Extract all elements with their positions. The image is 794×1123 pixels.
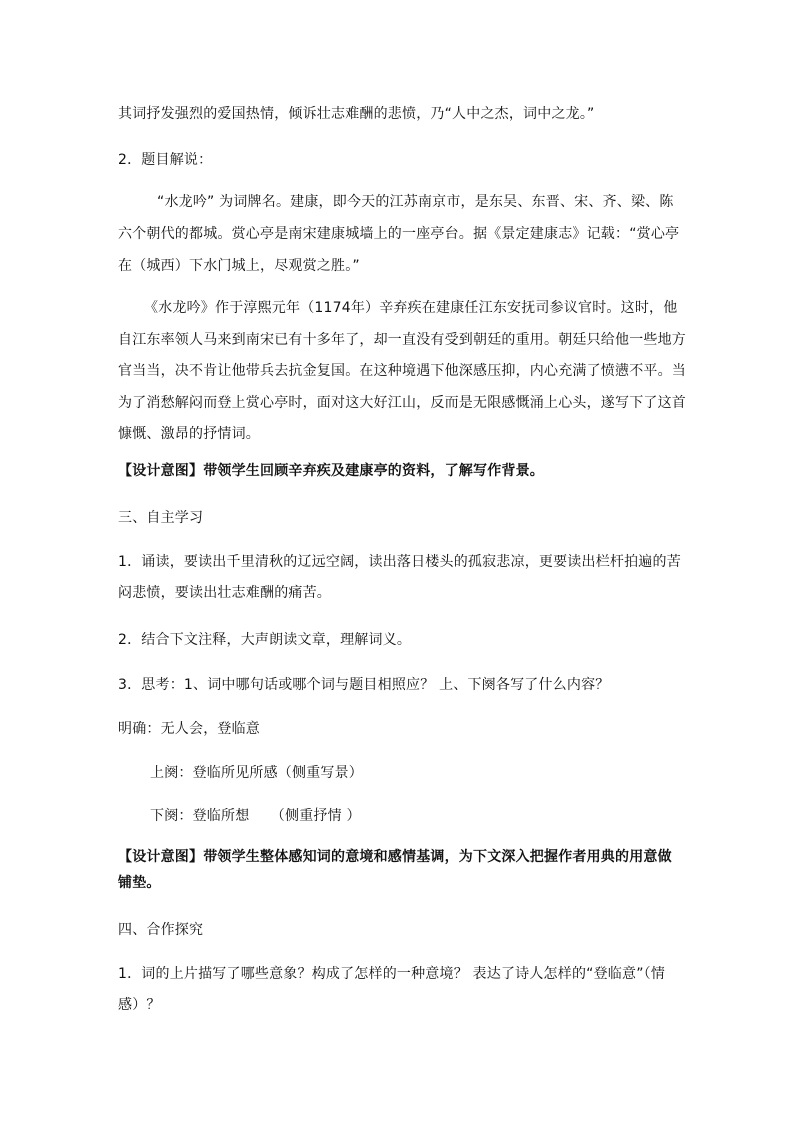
self-study-item-2: 2．结合下文注释，大声朗读文章，理解词义。: [118, 632, 412, 648]
explain-paragraph-1-line-1: “水龙吟” 为词牌名。建康，即今天的江苏南京市，是东吴、东晋、宋、齐、梁、陈: [157, 194, 674, 210]
section-title-explain: 2．题目解说：: [118, 152, 213, 168]
explain-paragraph-2-line-3: 官当当，决不肯让他带兵去抗金复国。在这种境遇下他深感压抑，内心充满了愤懑不平。当: [118, 363, 686, 379]
lower-que-line: 下阕：登临所想 （侧重抒情 ）: [150, 808, 361, 824]
explain-paragraph-2-line-1: 《水龙吟》作于淳熙元年（1174年）辛弃疾在建康任江东安抚司参议官时。这时，他: [144, 300, 678, 316]
design-intent-2-line-1: 【设计意图】带领学生整体感知词的意境和感情基调，为下文深入把握作者用典的用意做: [118, 849, 672, 865]
explain-paragraph-1-line-3: 在（城西）下水门城上，尽观赏之胜。”: [118, 258, 360, 274]
section-coop: 四、合作探究: [118, 922, 204, 938]
upper-que-line: 上阕：登临所见所感（侧重写景）: [150, 765, 363, 781]
self-study-item-1-line-1: 1．诵读，要读出千里清秋的辽远空阔，读出落日楼头的孤寂悲凉，更要读出栏杆拍遍的苦: [118, 554, 681, 570]
self-study-item-3: 3．思考：1、词中哪句话或哪个词与题目相照应？ 上、下阕各写了什么内容？: [118, 677, 610, 693]
design-intent-2-line-2: 铺垫。: [118, 875, 161, 891]
coop-item-1-line-1: 1．词的上片描写了哪些意象？构成了怎样的一种意境？ 表达了诗人怎样的“登临意”（情: [118, 966, 666, 982]
explain-paragraph-1-line-2: 六个朝代的都城。赏心亭是南宋建康城墙上的一座亭台。据《景定建康志》记载：“赏心亭: [118, 226, 680, 242]
intro-line: 其词抒发强烈的爱国热情，倾诉壮志难酬的悲愤，乃“人中之杰，词中之龙。”: [118, 106, 595, 122]
explain-paragraph-2-line-2: 自江东率领人马来到南宋已有十多年了，却一直没有受到朝廷的重用。朝廷只给他一些地方: [118, 332, 686, 348]
section-self-study: 三、自主学习: [118, 510, 204, 526]
explain-paragraph-2-line-4: 为了消愁解闷而登上赏心亭时，面对这大好江山，反而是无限感慨涌上心头，遂写下了这首: [118, 395, 686, 411]
coop-item-1-line-2: 感）？: [118, 997, 161, 1013]
design-intent-1: 【设计意图】带领学生回顾辛弃疾及建康亭的资料，了解写作背景。: [118, 463, 544, 479]
clarify-line: 明确：无人会，登临意: [118, 721, 260, 737]
self-study-item-1-line-2: 闷悲愤，要读出壮志难酬的痛苦。: [118, 585, 331, 601]
explain-paragraph-2-line-5: 慷慨、激昂的抒情词。: [118, 426, 260, 442]
